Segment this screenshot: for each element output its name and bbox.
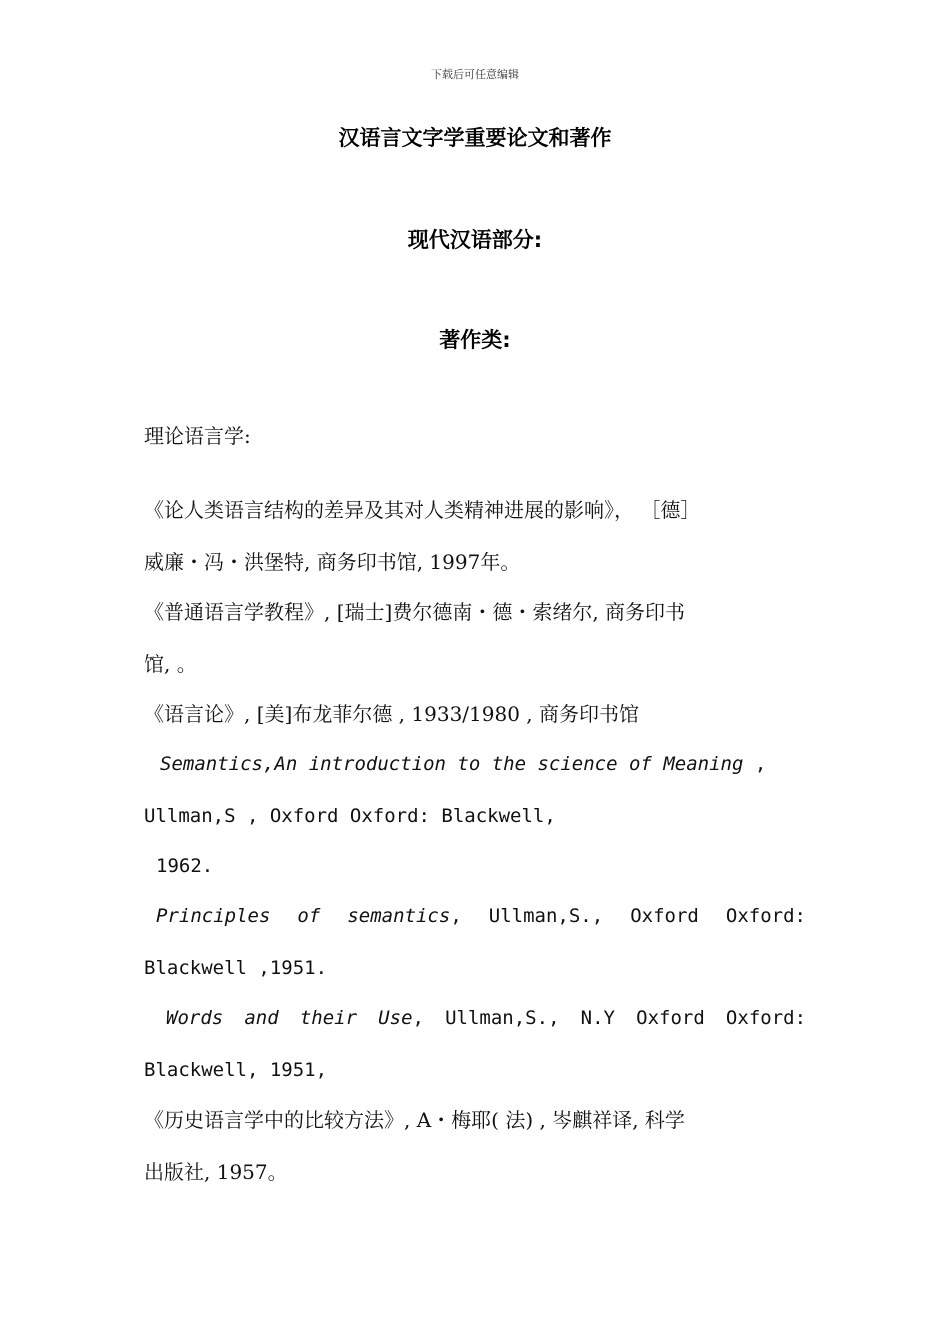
reference-entry-line: Blackwell ,1951. <box>144 957 328 979</box>
reference-entry-line: 《历史语言学中的比较方法》, A・梅耶( 法) , 岑麒祥译, 科学 <box>144 1108 685 1132</box>
reference-entry-text: , Ullman,S., Oxford Oxford: <box>450 905 806 927</box>
reference-entry-line <box>156 902 806 930</box>
reference-entry-line: 《论人类语言结构的差异及其对人类精神进展的影响》， ［德］ <box>144 498 701 522</box>
reference-entry-line: 馆, 。 <box>144 652 197 676</box>
reference-entry-line: Blackwell, 1951, <box>144 1059 328 1081</box>
reference-entry-line <box>160 750 766 778</box>
reference-entry-line: 1962. <box>156 855 214 877</box>
reference-entry-line: 《普通语言学教程》, [瑞士]费尔德南・德・索绪尔, 商务印书 <box>144 600 686 624</box>
reference-entry-line <box>166 1004 806 1032</box>
reference-entry-text: , <box>743 753 767 775</box>
category-label: 理论语言学: <box>144 424 251 448</box>
reference-entry-line: 《语言论》, [美]布龙菲尔德 , 1933/1980 , 商务印书馆 <box>144 702 639 726</box>
book-title: Words and their Use <box>166 1007 413 1029</box>
subsection-heading: 著作类: <box>439 328 511 352</box>
book-title: Semantics,An introduction to the science of Meaning <box>160 753 744 775</box>
reference-entry-line: 出版社, 1957。 <box>144 1160 288 1184</box>
section-heading: 现代汉语部分: <box>407 228 543 252</box>
book-title: Principles of semantics <box>156 905 451 927</box>
reference-entry-text: , Ullman,S., N.Y Oxford Oxford: <box>412 1007 807 1029</box>
header-note: 下载后可任意编辑 <box>431 68 519 81</box>
reference-entry-line: 威廉・冯・洪堡特, 商务印书馆, 1997年。 <box>144 550 521 574</box>
document-title: 汉语言文字学重要论文和著作 <box>338 126 612 150</box>
reference-entry-line: Ullman,S , Oxford Oxford: Blackwell, <box>144 805 556 827</box>
